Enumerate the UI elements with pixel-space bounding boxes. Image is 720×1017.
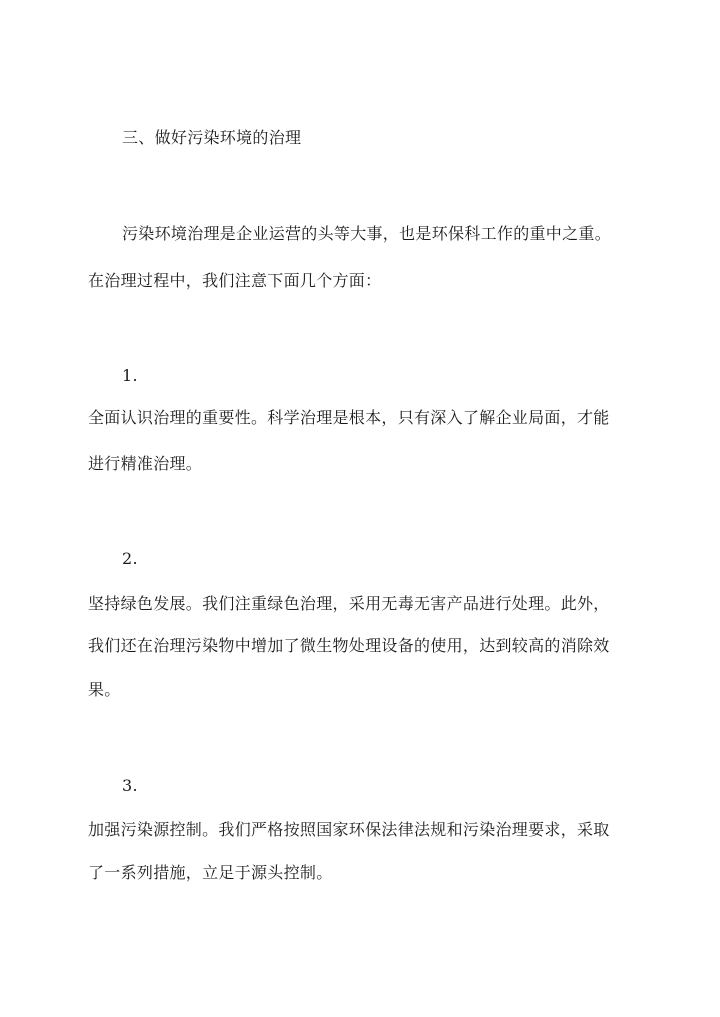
item-number: 3.: [122, 776, 138, 795]
item-text-line: 进行精准治理。: [88, 454, 203, 473]
item-text-line: 了一系列措施，立足于源头控制。: [88, 863, 333, 882]
intro-paragraph-line: 在治理过程中，我们注意下面几个方面：: [88, 271, 382, 290]
intro-paragraph-line: 污染环境治理是企业运营的头等大事，也是环保科工作的重中之重。: [122, 224, 612, 243]
item-text-line: 全面认识治理的重要性。科学治理是根本，只有深入了解企业局面，才能: [88, 408, 610, 427]
item-text-line: 果。: [88, 680, 121, 699]
item-text-line: 加强污染源控制。我们严格按照国家环保法律法规和污染治理要求，采取: [88, 820, 610, 839]
section-heading: 三、做好污染环境的治理: [122, 128, 302, 147]
item-text-line: 我们还在治理污染物中增加了微生物处理设备的使用，达到较高的消除效: [88, 636, 610, 655]
item-number: 2.: [122, 549, 138, 568]
item-text-line: 坚持绿色发展。我们注重绿色治理，采用无毒无害产品进行处理。此外，: [88, 594, 610, 613]
item-number: 1.: [122, 366, 138, 385]
